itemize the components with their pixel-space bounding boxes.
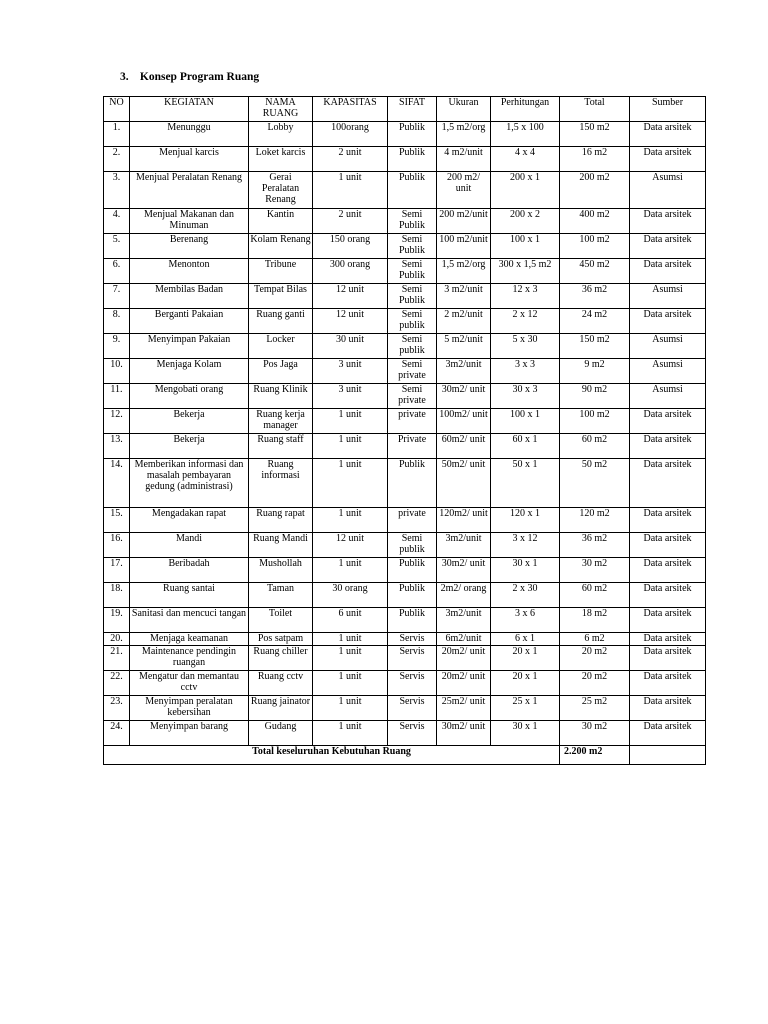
cell-sumber: Asumsi <box>630 334 706 359</box>
cell-kegiatan: Berganti Pakaian <box>130 309 249 334</box>
cell-total: 16 m2 <box>560 147 630 172</box>
cell-nama-ruang: Kolam Renang <box>249 234 313 259</box>
cell-total: 150 m2 <box>560 334 630 359</box>
cell-total: 6 m2 <box>560 633 630 646</box>
cell-nama-ruang: Ruang kerja manager <box>249 409 313 434</box>
cell-sumber: Data arsitek <box>630 147 706 172</box>
cell-kegiatan: Mengobati orang <box>130 384 249 409</box>
cell-total: 400 m2 <box>560 209 630 234</box>
cell-ukuran: 200 m2/ unit <box>437 172 491 209</box>
cell-total: 90 m2 <box>560 384 630 409</box>
cell-total: 9 m2 <box>560 359 630 384</box>
cell-kegiatan: Mengatur dan memantau cctv <box>130 671 249 696</box>
cell-nama-ruang: Ruang rapat <box>249 508 313 533</box>
cell-perhitungan: 12 x 3 <box>491 284 560 309</box>
cell-no: 13. <box>104 434 130 459</box>
cell-kegiatan: Menunggu <box>130 122 249 147</box>
cell-perhitungan: 100 x 1 <box>491 234 560 259</box>
cell-sumber: Data arsitek <box>630 434 706 459</box>
cell-no: 5. <box>104 234 130 259</box>
total-row <box>104 746 706 765</box>
cell-no: 24. <box>104 721 130 746</box>
cell-kegiatan: Ruang santai <box>130 583 249 608</box>
cell-kegiatan: Mandi <box>130 533 249 558</box>
cell-no: 19. <box>104 608 130 633</box>
cell-sumber: Data arsitek <box>630 259 706 284</box>
cell-sumber: Data arsitek <box>630 608 706 633</box>
cell-ukuran: 25m2/ unit <box>437 696 491 721</box>
cell-perhitungan: 2 x 30 <box>491 583 560 608</box>
cell-perhitungan: 1,5 x 100 <box>491 122 560 147</box>
cell-sifat: Semi Publik <box>388 284 437 309</box>
cell-kapasitas: 12 unit <box>313 533 388 558</box>
cell-kapasitas: 150 orang <box>313 234 388 259</box>
cell-total: 120 m2 <box>560 508 630 533</box>
table-row <box>104 359 706 384</box>
table-row <box>104 209 706 234</box>
cell-sifat: private <box>388 409 437 434</box>
cell-no: 7. <box>104 284 130 309</box>
cell-ukuran: 30m2/ unit <box>437 721 491 746</box>
header-no: NO <box>104 97 130 122</box>
cell-sumber: Asumsi <box>630 384 706 409</box>
cell-total: 30 m2 <box>560 721 630 746</box>
section-title: Konsep Program Ruang <box>139 71 260 83</box>
cell-sumber: Data arsitek <box>630 583 706 608</box>
cell-sifat: Publik <box>388 172 437 209</box>
cell-kapasitas: 3 unit <box>313 359 388 384</box>
cell-total: 20 m2 <box>560 646 630 671</box>
table-row <box>104 671 706 696</box>
header-kapasitas: KAPASITAS <box>313 97 388 122</box>
cell-ukuran: 60m2/ unit <box>437 434 491 459</box>
cell-ukuran: 5 m2/unit <box>437 334 491 359</box>
cell-sifat: Publik <box>388 558 437 583</box>
cell-sifat: Publik <box>388 147 437 172</box>
cell-kegiatan: Sanitasi dan mencuci tangan <box>130 608 249 633</box>
table-row <box>104 334 706 359</box>
cell-kegiatan: Membilas Badan <box>130 284 249 309</box>
cell-perhitungan: 3 x 3 <box>491 359 560 384</box>
cell-sifat: Publik <box>388 583 437 608</box>
table-row <box>104 234 706 259</box>
table-row <box>104 721 706 746</box>
cell-perhitungan: 200 x 2 <box>491 209 560 234</box>
cell-kegiatan: Menjual Peralatan Renang <box>130 172 249 209</box>
table-row <box>104 147 706 172</box>
cell-nama-ruang: Gudang <box>249 721 313 746</box>
cell-no: 14. <box>104 459 130 508</box>
cell-sumber: Data arsitek <box>630 696 706 721</box>
table-row <box>104 172 706 209</box>
total-empty-cell <box>630 746 706 765</box>
cell-kapasitas: 30 orang <box>313 583 388 608</box>
cell-no: 12. <box>104 409 130 434</box>
cell-sifat: Semi Publik <box>388 209 437 234</box>
cell-kegiatan: Menjual Makanan dan Minuman <box>130 209 249 234</box>
cell-total: 100 m2 <box>560 409 630 434</box>
cell-sumber: Data arsitek <box>630 671 706 696</box>
cell-sumber: Data arsitek <box>630 558 706 583</box>
total-value: 2.200 m2 <box>560 746 630 765</box>
cell-kapasitas: 1 unit <box>313 172 388 209</box>
cell-kapasitas: 1 unit <box>313 633 388 646</box>
table-row <box>104 434 706 459</box>
cell-nama-ruang: Pos satpam <box>249 633 313 646</box>
cell-kapasitas: 1 unit <box>313 434 388 459</box>
cell-sifat: Publik <box>388 459 437 508</box>
cell-nama-ruang: Lobby <box>249 122 313 147</box>
cell-ukuran: 120m2/ unit <box>437 508 491 533</box>
cell-ukuran: 3m2/unit <box>437 359 491 384</box>
table-header-row <box>104 97 706 122</box>
cell-total: 20 m2 <box>560 671 630 696</box>
cell-sifat: private <box>388 508 437 533</box>
cell-perhitungan: 6 x 1 <box>491 633 560 646</box>
cell-sumber: Data arsitek <box>630 533 706 558</box>
cell-ukuran: 20m2/ unit <box>437 671 491 696</box>
cell-no: 18. <box>104 583 130 608</box>
cell-sifat: Semi Publik <box>388 259 437 284</box>
space-program-table <box>103 96 706 765</box>
cell-no: 17. <box>104 558 130 583</box>
cell-kegiatan: Maintenance pendingin ruangan <box>130 646 249 671</box>
cell-sifat: Servis <box>388 646 437 671</box>
cell-sifat: Semi private <box>388 384 437 409</box>
cell-no: 10. <box>104 359 130 384</box>
cell-nama-ruang: Tribune <box>249 259 313 284</box>
cell-kapasitas: 12 unit <box>313 309 388 334</box>
cell-perhitungan: 25 x 1 <box>491 696 560 721</box>
cell-ukuran: 200 m2/unit <box>437 209 491 234</box>
cell-kegiatan: Menjaga keamanan <box>130 633 249 646</box>
table-row <box>104 646 706 671</box>
cell-sumber: Asumsi <box>630 359 706 384</box>
cell-sumber: Data arsitek <box>630 459 706 508</box>
cell-total: 36 m2 <box>560 533 630 558</box>
cell-total: 36 m2 <box>560 284 630 309</box>
cell-no: 22. <box>104 671 130 696</box>
cell-total: 25 m2 <box>560 696 630 721</box>
cell-nama-ruang: Taman <box>249 583 313 608</box>
cell-nama-ruang: Ruang cctv <box>249 671 313 696</box>
cell-nama-ruang: Ruang ganti <box>249 309 313 334</box>
cell-kegiatan: Menonton <box>130 259 249 284</box>
cell-sumber: Data arsitek <box>630 508 706 533</box>
table-row <box>104 608 706 633</box>
cell-perhitungan: 2 x 12 <box>491 309 560 334</box>
cell-sifat: Semi publik <box>388 309 437 334</box>
table-row <box>104 284 706 309</box>
cell-no: 3. <box>104 172 130 209</box>
cell-kegiatan: Menjual karcis <box>130 147 249 172</box>
cell-nama-ruang: Ruang Mandi <box>249 533 313 558</box>
cell-sumber: Data arsitek <box>630 646 706 671</box>
section-heading <box>120 71 259 83</box>
cell-nama-ruang: Ruang jainator <box>249 696 313 721</box>
cell-kegiatan: Menjaga Kolam <box>130 359 249 384</box>
cell-nama-ruang: Gerai Peralatan Renang <box>249 172 313 209</box>
cell-no: 20. <box>104 633 130 646</box>
table-body <box>104 122 706 746</box>
cell-no: 11. <box>104 384 130 409</box>
cell-no: 6. <box>104 259 130 284</box>
header-sumber: Sumber <box>630 97 706 122</box>
cell-ukuran: 2 m2/unit <box>437 309 491 334</box>
cell-nama-ruang: Loket karcis <box>249 147 313 172</box>
cell-kapasitas: 1 unit <box>313 646 388 671</box>
cell-perhitungan: 3 x 12 <box>491 533 560 558</box>
cell-no: 15. <box>104 508 130 533</box>
cell-sifat: Semi Publik <box>388 234 437 259</box>
cell-total: 30 m2 <box>560 558 630 583</box>
table-row <box>104 384 706 409</box>
cell-perhitungan: 3 x 6 <box>491 608 560 633</box>
cell-kapasitas: 6 unit <box>313 608 388 633</box>
cell-perhitungan: 300 x 1,5 m2 <box>491 259 560 284</box>
cell-nama-ruang: Ruang staff <box>249 434 313 459</box>
cell-perhitungan: 30 x 1 <box>491 558 560 583</box>
cell-no: 21. <box>104 646 130 671</box>
cell-nama-ruang: Mushollah <box>249 558 313 583</box>
cell-no: 16. <box>104 533 130 558</box>
cell-nama-ruang: Tempat Bilas <box>249 284 313 309</box>
cell-kapasitas: 1 unit <box>313 671 388 696</box>
cell-perhitungan: 100 x 1 <box>491 409 560 434</box>
cell-ukuran: 1,5 m2/org <box>437 259 491 284</box>
cell-sumber: Asumsi <box>630 284 706 309</box>
cell-no: 9. <box>104 334 130 359</box>
cell-ukuran: 20m2/ unit <box>437 646 491 671</box>
cell-kapasitas: 2 unit <box>313 209 388 234</box>
cell-sumber: Data arsitek <box>630 234 706 259</box>
cell-sifat: Servis <box>388 671 437 696</box>
cell-kegiatan: Menyimpan peralatan kebersihan <box>130 696 249 721</box>
cell-ukuran: 3m2/unit <box>437 533 491 558</box>
cell-sumber: Asumsi <box>630 172 706 209</box>
cell-sifat: Publik <box>388 122 437 147</box>
cell-sumber: Data arsitek <box>630 122 706 147</box>
cell-kapasitas: 1 unit <box>313 721 388 746</box>
cell-kapasitas: 3 unit <box>313 384 388 409</box>
header-ukuran: Ukuran <box>437 97 491 122</box>
cell-nama-ruang: Locker <box>249 334 313 359</box>
cell-sumber: Data arsitek <box>630 309 706 334</box>
cell-sifat: Servis <box>388 633 437 646</box>
table-row <box>104 309 706 334</box>
cell-nama-ruang: Kantin <box>249 209 313 234</box>
cell-sifat: Servis <box>388 721 437 746</box>
cell-ukuran: 4 m2/unit <box>437 147 491 172</box>
cell-ukuran: 3 m2/unit <box>437 284 491 309</box>
cell-perhitungan: 4 x 4 <box>491 147 560 172</box>
header-nama-ruang: NAMA RUANG <box>249 97 313 122</box>
header-kegiatan: KEGIATAN <box>130 97 249 122</box>
cell-kapasitas: 1 unit <box>313 508 388 533</box>
cell-kegiatan: Bekerja <box>130 434 249 459</box>
cell-sifat: Semi private <box>388 359 437 384</box>
cell-total: 24 m2 <box>560 309 630 334</box>
cell-total: 18 m2 <box>560 608 630 633</box>
cell-ukuran: 6m2/unit <box>437 633 491 646</box>
cell-kapasitas: 300 orang <box>313 259 388 284</box>
table-row <box>104 533 706 558</box>
cell-sifat: Publik <box>388 608 437 633</box>
cell-nama-ruang: Ruang informasi <box>249 459 313 508</box>
cell-kapasitas: 1 unit <box>313 696 388 721</box>
header-total: Total <box>560 97 630 122</box>
cell-sumber: Data arsitek <box>630 721 706 746</box>
cell-ukuran: 100 m2/unit <box>437 234 491 259</box>
cell-kegiatan: Bekerja <box>130 409 249 434</box>
cell-total: 60 m2 <box>560 583 630 608</box>
cell-ukuran: 50m2/ unit <box>437 459 491 508</box>
cell-sumber: Data arsitek <box>630 633 706 646</box>
cell-kegiatan: Menyimpan Pakaian <box>130 334 249 359</box>
table-row <box>104 122 706 147</box>
cell-nama-ruang: Ruang Klinik <box>249 384 313 409</box>
cell-sifat: Semi publik <box>388 533 437 558</box>
cell-sumber: Data arsitek <box>630 209 706 234</box>
table-row <box>104 259 706 284</box>
cell-nama-ruang: Pos Jaga <box>249 359 313 384</box>
table-row <box>104 583 706 608</box>
cell-perhitungan: 5 x 30 <box>491 334 560 359</box>
cell-ukuran: 30m2/ unit <box>437 558 491 583</box>
cell-nama-ruang: Toilet <box>249 608 313 633</box>
cell-perhitungan: 120 x 1 <box>491 508 560 533</box>
cell-perhitungan: 20 x 1 <box>491 646 560 671</box>
cell-no: 4. <box>104 209 130 234</box>
cell-ukuran: 1,5 m2/org <box>437 122 491 147</box>
table-row <box>104 633 706 646</box>
cell-perhitungan: 50 x 1 <box>491 459 560 508</box>
cell-sifat: Private <box>388 434 437 459</box>
cell-perhitungan: 60 x 1 <box>491 434 560 459</box>
cell-kapasitas: 12 unit <box>313 284 388 309</box>
cell-perhitungan: 30 x 3 <box>491 384 560 409</box>
cell-ukuran: 3m2/unit <box>437 608 491 633</box>
total-label: Total keseluruhan Kebutuhan Ruang <box>104 746 560 765</box>
cell-kapasitas: 100orang <box>313 122 388 147</box>
cell-perhitungan: 200 x 1 <box>491 172 560 209</box>
cell-kegiatan: Mengadakan rapat <box>130 508 249 533</box>
cell-total: 50 m2 <box>560 459 630 508</box>
cell-nama-ruang: Ruang chiller <box>249 646 313 671</box>
cell-kapasitas: 1 unit <box>313 558 388 583</box>
table-row <box>104 459 706 508</box>
table-row <box>104 558 706 583</box>
cell-kegiatan: Memberikan informasi dan masalah pembayaran gedung (administrasi) <box>130 459 249 508</box>
cell-ukuran: 30m2/ unit <box>437 384 491 409</box>
cell-ukuran: 2m2/ orang <box>437 583 491 608</box>
cell-kapasitas: 2 unit <box>313 147 388 172</box>
cell-perhitungan: 30 x 1 <box>491 721 560 746</box>
cell-total: 200 m2 <box>560 172 630 209</box>
header-perhitungan: Perhitungan <box>491 97 560 122</box>
cell-kapasitas: 30 unit <box>313 334 388 359</box>
cell-kegiatan: Beribadah <box>130 558 249 583</box>
cell-no: 8. <box>104 309 130 334</box>
cell-total: 450 m2 <box>560 259 630 284</box>
cell-sumber: Data arsitek <box>630 409 706 434</box>
cell-kegiatan: Berenang <box>130 234 249 259</box>
cell-total: 100 m2 <box>560 234 630 259</box>
cell-no: 2. <box>104 147 130 172</box>
cell-perhitungan: 20 x 1 <box>491 671 560 696</box>
cell-kegiatan: Menyimpan barang <box>130 721 249 746</box>
cell-sifat: Servis <box>388 696 437 721</box>
cell-total: 60 m2 <box>560 434 630 459</box>
table-row <box>104 508 706 533</box>
cell-ukuran: 100m2/ unit <box>437 409 491 434</box>
cell-total: 150 m2 <box>560 122 630 147</box>
section-number: 3. <box>120 71 129 83</box>
cell-kapasitas: 1 unit <box>313 409 388 434</box>
cell-sifat: Semi publik <box>388 334 437 359</box>
table-row <box>104 696 706 721</box>
header-sifat: SIFAT <box>388 97 437 122</box>
cell-no: 1. <box>104 122 130 147</box>
table-row <box>104 409 706 434</box>
cell-no: 23. <box>104 696 130 721</box>
cell-kapasitas: 1 unit <box>313 459 388 508</box>
